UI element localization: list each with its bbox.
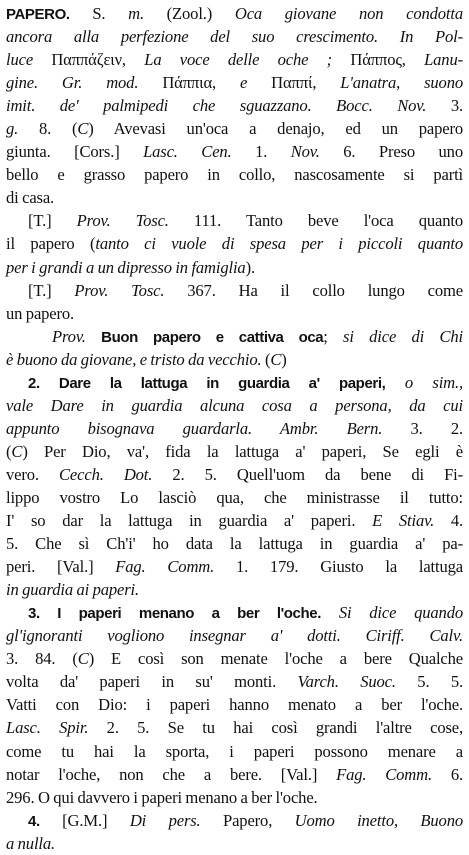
roman-text: di casa. [6,188,55,208]
roman-text: Πάππος, [350,50,425,70]
entry-line [6,94,463,117]
entry-line [6,509,463,532]
roman-text: 2. 5. Se tu hai così grandi l'altre cose, [106,718,463,738]
entry-line [6,670,463,693]
entry-line [6,186,463,209]
bold-text: 4. [28,812,40,830]
roman-text: peri. [Val.] [6,557,116,577]
roman-text: 367. Ha il collo lungo come [187,280,463,300]
bold-text: 2. Dare la lattuga in guardia a' paperi, [28,374,386,392]
italic-text: per i grandi a un dipresso in famiglia [6,257,246,277]
entry-line [6,256,463,279]
roman-text: ) [281,349,287,369]
italic-text: luce [6,50,52,70]
entry-line [6,279,463,302]
entry-line [6,232,463,255]
roman-text: 6. [450,764,463,784]
roman-text: [G.M.] [39,810,130,830]
italic-text: Nov. [290,142,344,162]
entry-line [6,647,463,670]
italic-text: Lasc. Spir. [6,718,107,738]
entry-line [6,555,463,578]
entry-line [6,25,463,48]
entry-line [6,578,463,601]
entry-line [6,832,463,855]
entry-line [6,71,463,94]
italic-text: o sim., [404,372,463,392]
italic-text: Prov. Tosc. [76,211,194,231]
entry-line [6,486,463,509]
roman-text: ) Per Dio, va', fida la lattuga a' paperi, Se egli è [22,441,463,461]
entry-line [6,371,463,394]
entry-line [6,740,463,763]
italic-text: C [77,649,89,669]
roman-text: un papero. [6,303,75,323]
italic-text: gl'ignoranti vogliono insegnar a' dotti. Ciriff. Calv. [6,626,463,646]
italic-text: in guardia ai paperi. [6,580,140,600]
entry-line [6,786,463,809]
roman-text: 5. Che sì Ch'i' ho data la lattuga in guardia a' pa- [6,534,463,554]
entry-line [6,348,463,371]
roman-text: come tu hai la sporta, i paperi possono menare a [6,741,463,761]
entry-line [6,463,463,486]
italic-text: a nulla. [6,833,56,853]
roman-text: Παππάζειν, [51,50,145,70]
roman-text: Παππί, [271,73,341,93]
italic-text: imit. de' palmipedi che sguazzano. Bocc. Nov. [6,96,451,116]
roman-text: 111. Tanto beve l'oca quanto [193,211,463,231]
italic-text: Fag. Comm. [336,764,451,784]
roman-text: 4. [450,511,463,531]
roman-text: Vatti con Dio: i paperi hanno menato a ber l'oche. [6,695,463,715]
roman-text: ( [264,349,271,369]
roman-text: I' so dar la lattuga in guardia a' paperi. [6,511,373,531]
italic-text: ancora alla perfezione del suo crescimento. In Pol- [6,27,463,47]
entry-line [6,325,463,348]
roman-text: volta da' paperi in su' monti. [6,672,298,692]
italic-text: C [270,349,282,369]
dictionary-entry-papero [6,2,463,855]
entry-line [6,763,463,786]
entry-line [6,163,463,186]
italic-text: Uomo inetto, Buono [294,810,463,830]
italic-text: Varch. Suoc. [297,672,418,692]
entry-line [6,140,463,163]
italic-text: Prov. Tosc. [74,280,188,300]
roman-text: bello e grasso papero in collo, nascosamente si partì [6,165,463,185]
roman-text: Papero, [223,810,295,830]
roman-text: 3. 84. ( [6,649,78,669]
italic-text: L'anatra, suono [340,73,463,93]
entry-line [6,48,463,71]
italic-text: e [239,73,272,93]
italic-text: C [11,441,23,461]
roman-text: 296. O qui davvero i paperi menano a ber l'oche. [6,787,318,807]
entry-line [6,302,463,325]
entry-line [6,716,463,739]
roman-text: 6. Preso uno [343,142,463,162]
roman-text: il papero ( [6,234,96,254]
roman-text: lippo vostro Lo lasciò qua, che ministrasse il tutto: [6,487,463,507]
roman-text: ) Avevasi un'oca a denajo, ed un papero [88,119,463,139]
roman-text [385,373,404,392]
roman-text: 1. [255,142,291,162]
italic-text: Lasc. Cen. [143,142,256,162]
italic-text: Cecch. Dot. [59,464,173,484]
entry-line [6,417,463,440]
roman-text: 3. [450,96,463,116]
roman-text: ( [6,441,12,461]
roman-text: [T.] [28,211,77,231]
roman-text: 1. 179. Giusto la lattuga [235,557,463,577]
roman-text: S. [69,4,129,23]
italic-text: vale Dare in guardia alcuna cosa a persona, da cui [6,395,463,415]
roman-text: giunta. [Cors.] [6,142,144,162]
roman-text: ; [323,326,344,346]
roman-text: ) E così son menate l'oche a bere Qualche [88,649,464,669]
italic-text: Di pers. [129,810,224,830]
entry-line [6,624,463,647]
entry-line [6,394,463,417]
entry-line [6,693,463,716]
roman-text: 2. 5. Quell'uom da bene di Fi- [172,464,463,484]
italic-text: si dice di Chi [343,326,464,346]
italic-text: Prov. [52,326,102,346]
italic-text: g. [6,119,39,139]
italic-text: tanto ci vuole di spesa per i piccoli quanto [95,234,463,254]
entry-line [6,209,463,232]
roman-text: 3. 2. [410,418,464,438]
bold-text: PAPERO. [6,6,70,23]
roman-text: (Zool.) [143,4,235,23]
italic-text: è buono da giovane, e tristo da vecchio. [6,349,265,369]
italic-text: Si dice quando [338,603,463,623]
italic-text: Fag. Comm. [115,557,236,577]
entry-line [6,601,463,624]
entry-line [6,809,463,832]
italic-text: Lanu- [424,50,463,70]
bold-text: Buon papero e cattiva oca [101,328,324,346]
italic-text: La voce delle oche ; [144,50,351,70]
entry-line [6,2,463,25]
italic-text: E Stiav. [372,511,451,531]
italic-text: C [77,119,89,139]
roman-text: notar l'oche, non che a bere. [Val.] [6,764,337,784]
bold-text: 3. I paperi menano a ber l'oche. [28,605,321,623]
roman-text [321,603,339,622]
entry-line [6,532,463,555]
roman-text: 8. ( [39,119,78,139]
roman-text: 5. 5. [417,672,463,692]
italic-text: appunto bisognava guardarla. Ambr. Bern. [6,418,411,438]
roman-text: vero. [6,464,59,484]
italic-text: gine. Gr. mod. [6,73,163,93]
entry-line [6,440,463,463]
roman-text: [T.] [28,280,75,300]
roman-text: Πάππια, [162,73,240,93]
roman-text: ). [245,257,255,277]
italic-text: Oca giovane non condotta [234,4,463,23]
entry-line [6,117,463,140]
italic-text: m. [128,4,144,23]
